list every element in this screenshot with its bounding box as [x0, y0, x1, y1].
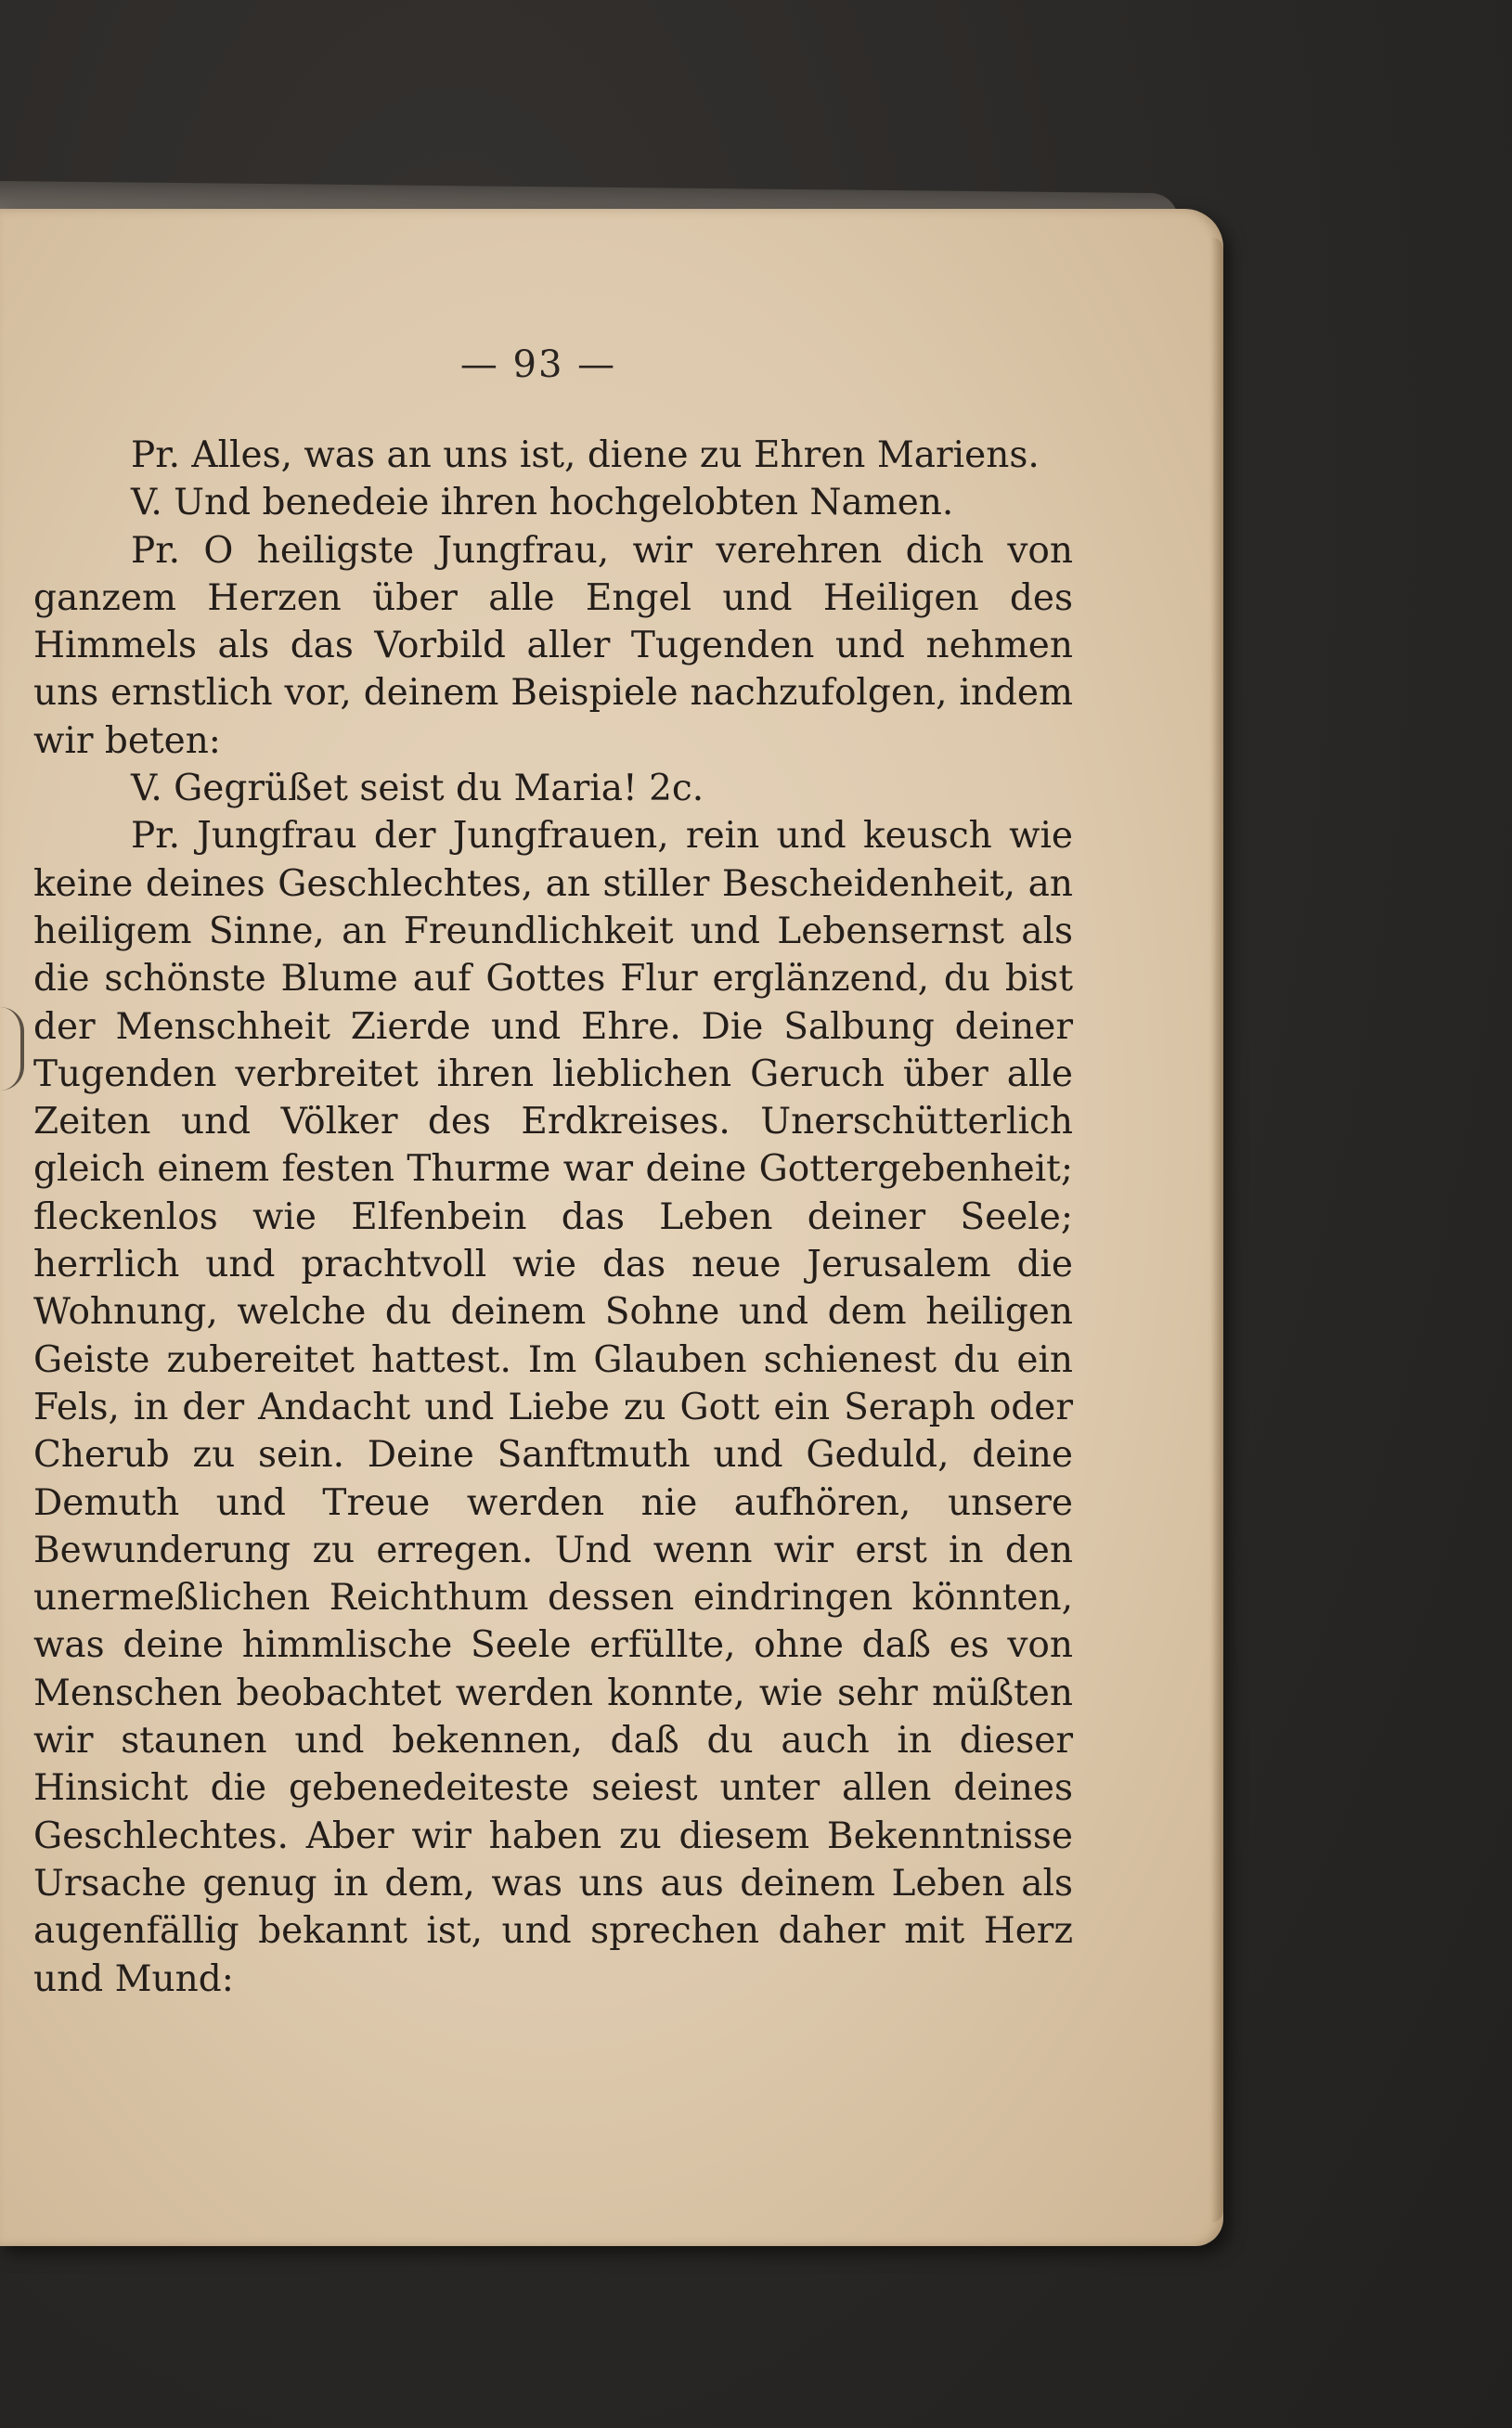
- paragraph-4: [33, 765, 1073, 812]
- paragraph-text: O heiligste Jungfrau, wir verehren dich von ganzem Herzen über alle Engel und Heiligen des Himmels als das Vorbild aller Tugenden und nehmen uns ernstlich vor, deinem Beispiele nachzufolgen, indem wir beten:: [33, 529, 1073, 762]
- paragraph-text: Jungfrau der Jungfrauen, rein und keusch wie keine deines Geschlechtes, an stiller Bescheidenheit, an heiligem Sinne, an Freundlichkeit und Lebensernst als die schönste Blume auf Gottes Flur erglänzend, du bist der Menschheit Zierde und Ehre. Die Salbung deiner Tugenden verbreitet ihren lieblichen Geruch über alle Zeiten und Völker des Erdkreises. Unerschütterlich gleich einem festen Thurme war deine Gottergebenheit; fleckenlos wie Elfenbein das Leben deiner Seele; herrlich und prachtvoll wie das neue Jerusalem die Wohnung, welche du deinem Sohne und dem heiligen Geiste zubereitet hattest. Im Glauben schienest du ein Fels, in der Andacht und Liebe zu Gott ein Seraph oder Cherub zu sein. Deine Sanftmuth und Geduld, deine Demuth und Treue werden nie aufhören, unsere Bewunderung zu erregen. Und wenn wir erst in den unermeßlichen Reichthum dessen eindringen könnten, was deine himmlische Seele erfüllte, ohne daß es von Menschen beobachtet werden konnte, wie sehr müßten wir staunen und bekennen, daß du auch in dieser Hinsicht die gebenedeiteste seiest unter allen deines Geschlechtes. Aber wir haben zu diesem Bekenntnisse Ursache genug in dem, was uns aus deinem Leben als augenfällig bekannt ist, und sprechen daher mit Herz und Mund:: [33, 815, 1074, 2000]
- speaker-label: Pr.: [131, 434, 180, 476]
- speaker-label: V.: [131, 768, 162, 810]
- paragraph-text: Gegrüßet seist du Maria! 2c.: [174, 768, 704, 810]
- speaker-label: V.: [131, 482, 162, 524]
- paragraph-text: Alles, was an uns ist, diene zu Ehren Mariens.: [191, 434, 1040, 476]
- paragraph-text: Und benedeie ihren hochgelobten Namen.: [174, 482, 954, 524]
- page-text: [33, 432, 1073, 2003]
- paragraph-3: [33, 527, 1073, 765]
- paragraph-2: [33, 479, 1073, 526]
- page-number: — 93 —: [459, 343, 617, 386]
- paragraph-1: [33, 432, 1073, 479]
- paragraph-5: [33, 812, 1073, 2002]
- page-edge-shadow: [1210, 237, 1223, 2223]
- book-page: [0, 209, 1223, 2246]
- speaker-label: Pr.: [131, 815, 180, 858]
- speaker-label: Pr.: [131, 529, 180, 572]
- margin-mark: [0, 1007, 24, 1091]
